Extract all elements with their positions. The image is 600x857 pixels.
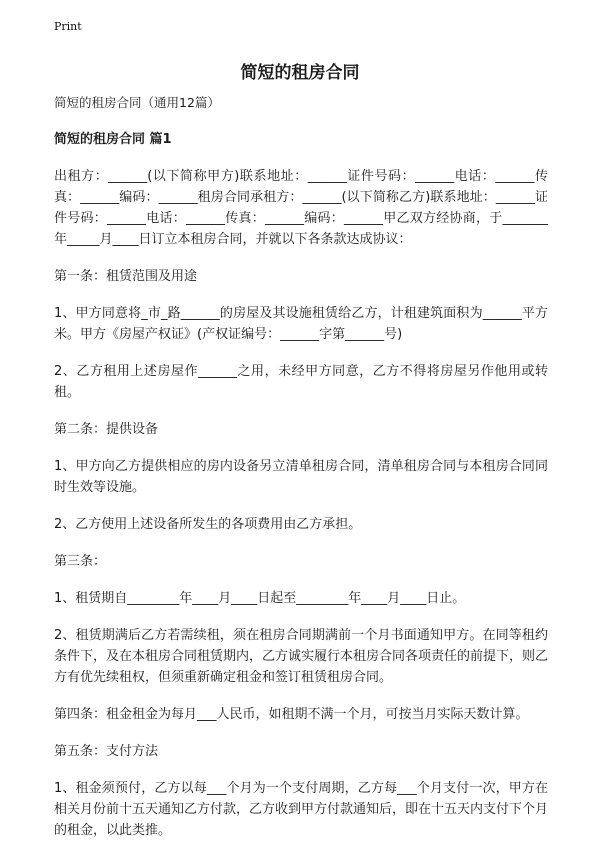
document-subtitle: 简短的租房合同（通用12篇） (54, 95, 220, 110)
article-heading: 第五条：支付方法 (54, 744, 159, 759)
clause-paragraph: 2、租赁期满后乙方若需续租，须在租房合同期满前一个月书面通知甲方。在同等租约条件下，及在本租房合同租赁期内，乙方诚实履行本租房合同各项责任的前提下，则乙方有优先续租权，但须重新确定租金和签订租赁租房合同。 (54, 628, 549, 685)
clause-paragraph: 1、租赁期自________年____月____日起至________年____月____日止。 (54, 591, 466, 606)
print-link[interactable]: Print (54, 20, 82, 33)
parties-paragraph: 出租方：______(以下简称甲方)联系地址：______证件号码：______电话：______传真：______编码：______租房合同承租方：______(以下简称乙方)联系地址：______证件号码：______电话：______传真：______编码：______甲乙双方经协商，于_______年_____月____日订立本租房合同，并就以下各条款达成协议： (54, 169, 548, 247)
clause-paragraph: 2、乙方租用上述房屋作______之用，未经甲方同意，乙方不得将房屋另作他用或转租。 (54, 364, 548, 400)
clause-paragraph: 1、甲方向乙方提供相应的房内设备另立清单租房合同，清单租房合同与本租房合同同时生效等设施。 (54, 459, 548, 495)
article-heading: 第一条：租赁范围及用途 (54, 269, 198, 284)
section-heading: 简短的租房合同 篇1 (54, 132, 172, 147)
clause-paragraph: 2、乙方使用上述设备所发生的各项费用由乙方承担。 (54, 517, 362, 532)
clause-paragraph: 1、租金须预付，乙方以每___个月为一个支付周期，乙方每___个月支付一次，甲方在相关月份前十五天通知乙方付款，乙方收到甲方付款通知后，即在十五天内支付下个月的租金，以此类推。 (54, 781, 549, 838)
article-paragraph: 第四条：租金租金为每月___人民币，如租期不满一个月，可按当月实际天数计算。 (54, 707, 529, 722)
document-body (54, 92, 548, 857)
article-heading: 第二条：提供设备 (54, 422, 159, 437)
article-heading: 第三条： (54, 554, 107, 569)
document-title: 简短的租房合同 (240, 63, 360, 83)
clause-paragraph: 1、甲方同意将_市_路______的房屋及其设施租赁给乙方，计租建筑面积为______平方米。甲方《房屋产权证》(产权证编号：______字第______号) (54, 306, 548, 342)
